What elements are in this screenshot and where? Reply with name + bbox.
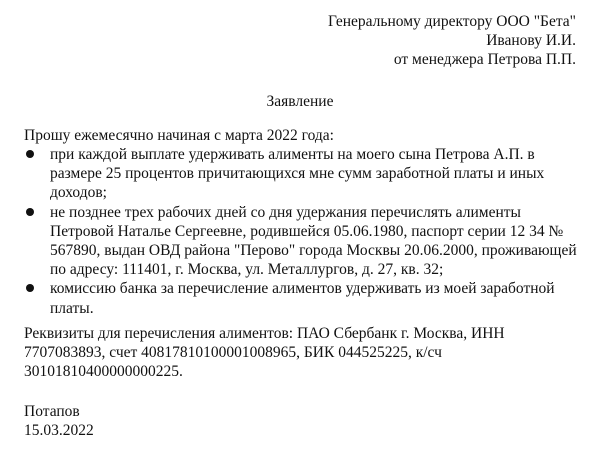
list-item-text: комиссию банка за перечисление алиментов удерживать из моей заработной платы. <box>50 280 555 317</box>
bullet-icon <box>26 208 34 216</box>
bullet-icon <box>26 150 34 158</box>
list-item-text: не позднее трех рабочих дней со дня удержания перечислять алименты Петровой Наталье Сергеевне, родившейся 05.06.1980, паспорт серии 12 34 № 567890, выдан ОВД района "Перово" города Москвы 20.06.2000, проживающей по адресу: 111401, г. Москва, ул. Металлургов, д. 27, кв. 32; <box>50 203 577 279</box>
list-item <box>24 203 580 280</box>
bullet-icon <box>26 284 34 292</box>
intro-paragraph: Прошу ежемесячно начиная с марта 2022 года: <box>24 127 334 144</box>
addressee-line-name: Иванову И.И. <box>486 32 576 50</box>
list-item <box>24 145 580 203</box>
list-item-text: при каждой выплате удерживать алименты на моего сына Петрова А.П. в размере 25 процентов причитающихся мне сумм заработной платы и иных доходов; <box>50 146 545 202</box>
request-list <box>24 145 580 318</box>
addressee-line-recipient: Генеральному директору ООО "Бета" <box>328 13 576 30</box>
payment-requisites: Реквизиты для перечисления алиментов: ПАО Сбербанк г. Москва, ИНН 7707083893, счет 40817810100001008965, БИК 044525225, к/сч 30101810400000000225. <box>24 325 505 381</box>
list-item <box>24 279 580 317</box>
addressee-line-sender: от менеджера Петрова П.П. <box>393 51 576 69</box>
signature-name: Потапов <box>24 403 80 420</box>
signature-date: 15.03.2022 <box>24 422 94 440</box>
signature-block <box>24 402 94 440</box>
addressee-block <box>328 12 576 70</box>
document-title: Заявление <box>266 93 334 110</box>
